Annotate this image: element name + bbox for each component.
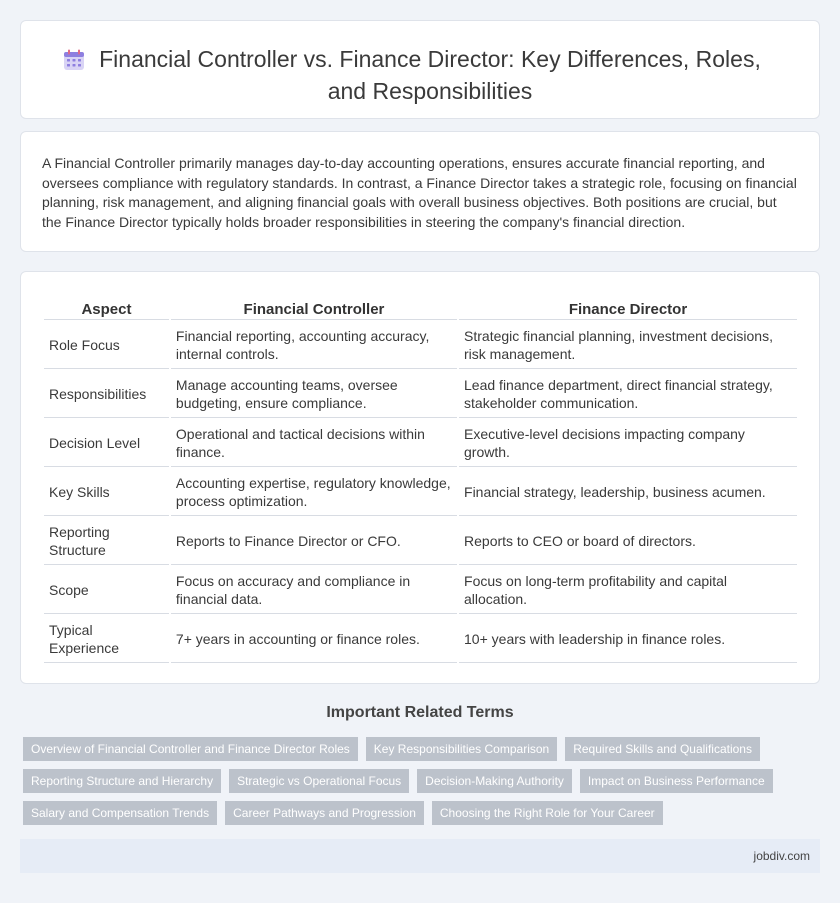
director-cell: Strategic financial planning, investment decisions, risk management. (459, 322, 797, 369)
aspect-cell: Role Focus (44, 322, 169, 369)
director-cell: Lead finance department, direct financial strategy, stakeholder communication. (459, 371, 797, 418)
related-term-link[interactable]: Key Responsibilities Comparison (366, 737, 557, 761)
table-row (44, 371, 797, 418)
related-terms-heading: Important Related Terms (326, 704, 514, 721)
table-row (44, 616, 797, 663)
controller-cell: Accounting expertise, regulatory knowledge, process optimization. (171, 469, 457, 516)
intro-paragraph: A Financial Controller primarily manages day-to-day accounting operations, ensures accurate financial reporting, and oversees compliance with regulatory standards. In contrast, a Finance Director takes a strategic role, focusing on financial planning, risk management, and aligning financial goals with overall business objectives. Both positions are crucial, but the Finance Director typically holds broader responsibilities in steering the company's financial direction. (42, 155, 797, 230)
footer (20, 839, 820, 873)
comparison-table-card (20, 271, 820, 684)
tag-row (23, 737, 823, 761)
title-card (20, 20, 820, 119)
related-term-link[interactable]: Required Skills and Qualifications (565, 737, 760, 761)
related-term-link[interactable]: Impact on Business Performance (580, 769, 773, 793)
page-title: Financial Controller vs. Finance Director: Key Differences, Roles, and Responsibilities (99, 46, 761, 104)
comparison-table (42, 296, 799, 665)
table-header-row (44, 298, 797, 320)
controller-cell: Manage accounting teams, oversee budgeting, ensure compliance. (171, 371, 457, 418)
table-row (44, 469, 797, 516)
controller-cell: 7+ years in accounting or finance roles. (171, 616, 457, 663)
director-cell: Executive-level decisions impacting company growth. (459, 420, 797, 467)
tag-row (23, 769, 823, 793)
table-row (44, 420, 797, 467)
director-cell: Reports to CEO or board of directors. (459, 518, 797, 565)
table-row (44, 567, 797, 614)
related-term-link[interactable]: Choosing the Right Role for Your Career (432, 801, 663, 825)
controller-cell: Reports to Finance Director or CFO. (171, 518, 457, 565)
director-cell: Focus on long-term profitability and capital allocation. (459, 567, 797, 614)
related-term-link[interactable]: Strategic vs Operational Focus (229, 769, 409, 793)
header-finance-director: Finance Director (459, 298, 797, 320)
related-term-link[interactable]: Decision-Making Authority (417, 769, 572, 793)
controller-cell: Financial reporting, accounting accuracy, internal controls. (171, 322, 457, 369)
aspect-cell: Decision Level (44, 420, 169, 467)
aspect-cell: Key Skills (44, 469, 169, 516)
footer-site-link[interactable]: jobdiv.com (753, 849, 810, 863)
table-row (44, 322, 797, 369)
aspect-cell: Responsibilities (44, 371, 169, 418)
director-cell: 10+ years with leadership in finance roles. (459, 616, 797, 663)
related-term-link[interactable]: Salary and Compensation Trends (23, 801, 217, 825)
director-cell: Financial strategy, leadership, business acumen. (459, 469, 797, 516)
aspect-cell: Scope (44, 567, 169, 614)
table-row (44, 518, 797, 565)
intro-card (20, 131, 820, 252)
header-aspect: Aspect (44, 298, 169, 320)
related-term-link[interactable]: Reporting Structure and Hierarchy (23, 769, 221, 793)
related-term-link[interactable]: Overview of Financial Controller and Finance Director Roles (23, 737, 358, 761)
controller-cell: Operational and tactical decisions within finance. (171, 420, 457, 467)
tag-row (23, 801, 823, 825)
related-terms-list (23, 737, 823, 833)
controller-cell: Focus on accuracy and compliance in financial data. (171, 567, 457, 614)
aspect-cell: Typical Experience (44, 616, 169, 663)
header-financial-controller: Financial Controller (171, 298, 457, 320)
related-term-link[interactable]: Career Pathways and Progression (225, 801, 424, 825)
aspect-cell: Reporting Structure (44, 518, 169, 565)
